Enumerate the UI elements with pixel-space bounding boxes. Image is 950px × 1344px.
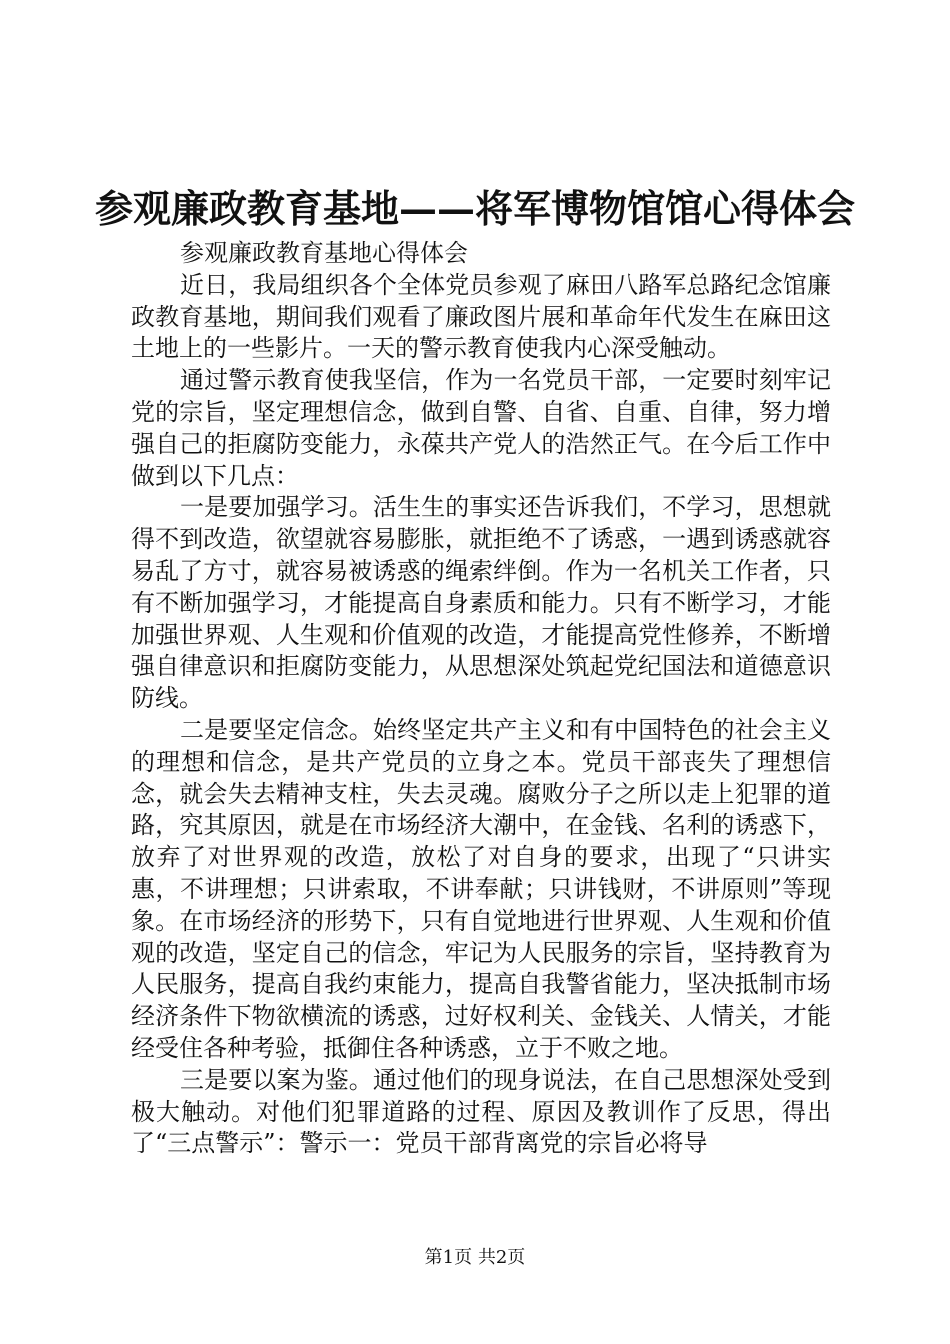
belief-paragraph: 通过警示教育使我坚信，作为一名党员干部，一定要时刻牢记党的宗旨，坚定理想信念，做到自警、自省、自重、自律，努力增强自己的拒腐防变能力，永葆共产党人的浩然正气。在今后工作中做到以下几点： xyxy=(131,366,831,490)
point-two-paragraph: 二是要坚定信念。始终坚定共产主义和有中国特色的社会主义的理想和信念，是共产党员的立身之本。党员干部丧失了理想信念，就会失去精神支柱，失去灵魂。腐败分子之所以走上犯罪的道路，究其原因，就是在市场经济大潮中，在金钱、名利的诱惑下，放弃了对世界观的改造，放松了对自身的要求，出现了“只讲实惠，不讲理想；只讲索取，不讲奉献；只讲钱财，不讲原则”等现象。在市场经济的形势下，只有自觉地进行世界观、人生观和价值观的改造，坚定自己的信念，牢记为人民服务的宗旨，坚持教育为人民服务，提高自我约束能力，提高自我警省能力，坚决抵制市场经济条件下物欲横流的诱惑，过好权利关、金钱关、人情关，才能经受住各种考验，抵御住各种诱惑，立于不败之地。 xyxy=(131,715,831,1062)
subtitle-paragraph: 参观廉政教育基地心得体会 xyxy=(180,239,468,267)
point-three-paragraph: 三是要以案为鉴。通过他们的现身说法，在自己思想深处受到极大触动。对他们犯罪道路的过程、原因及教训作了反思，得出了“三点警示”：警示一：党员干部背离党的宗旨必将导 xyxy=(131,1065,831,1158)
document-body xyxy=(131,238,831,1160)
intro-paragraph: 近日，我局组织各个全体党员参观了麻田八路军总路纪念馆廉政教育基地，期间我们观看了廉政图片展和革命年代发生在麻田这土地上的一些影片。一天的警示教育使我内心深受触动。 xyxy=(131,270,831,363)
document-title: 参观廉政教育基地——将军博物馆馆心得体会 xyxy=(94,186,855,231)
page-number-footer: 第1页 共2页 xyxy=(424,1247,526,1268)
point-one-paragraph: 一是要加强学习。活生生的事实还告诉我们，不学习，思想就得不到改造，欲望就容易膨胀，就拒绝不了诱惑，一遇到诱惑就容易乱了方寸，就容易被诱惑的绳索绊倒。作为一名机关工作者，只有不断加强学习，才能提高自身素质和能力。只有不断学习，才能加强世界观、人生观和价值观的改造，才能提高党性修养，不断增强自律意识和拒腐防变能力，从思想深处筑起党纪国法和道德意识防线。 xyxy=(131,493,831,713)
